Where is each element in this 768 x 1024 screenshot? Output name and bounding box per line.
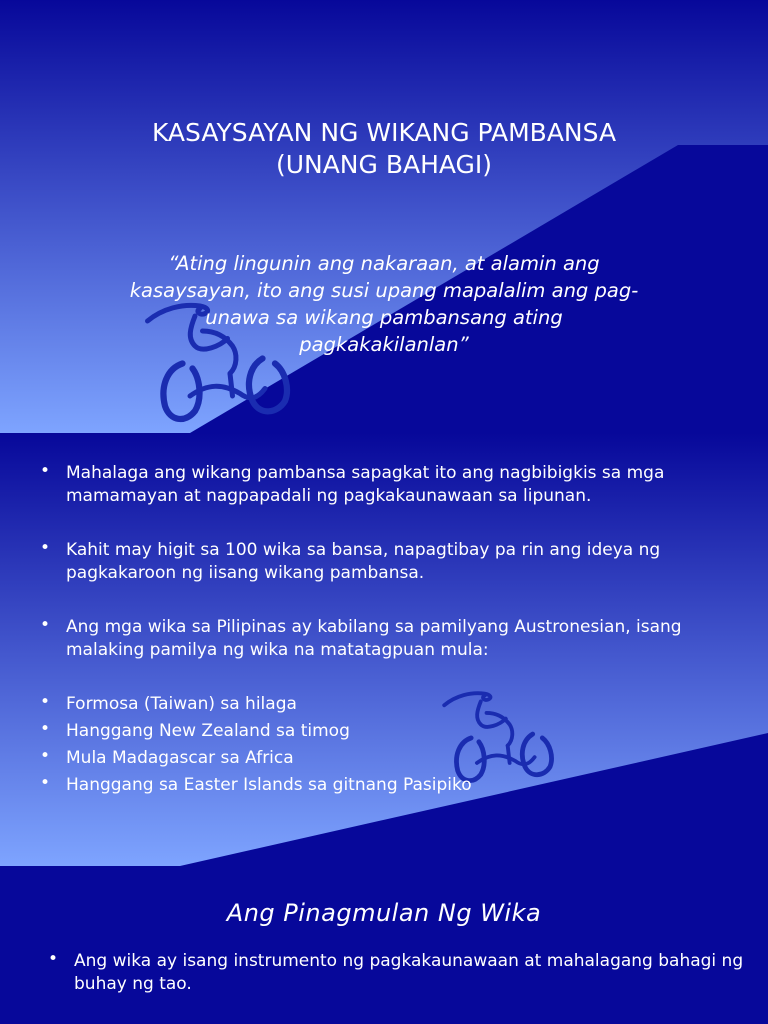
slide-3 [0,866,768,1024]
slide-1-background [0,0,768,433]
quote-line-3: unawa sa wikang pambansang ating [205,306,563,329]
title-line-2: (UNANG BAHAGI) [275,150,493,179]
list-item: • Hanggang New Zealand sa timog [40,719,350,741]
list-item: • Formosa (Taiwan) sa hilaga [40,692,297,714]
slide-3-bullets [48,950,758,996]
list-item: • Ang mga wika sa Pilipinas ay kabilang sa pamilyang Austronesian, isang malaking pamilya ng wika na matatagpuan mula: [40,615,682,660]
quote-line-1: “Ating lingunin ang nakaraan, at alamin ang [168,252,600,275]
bullet-icon: • [40,615,51,635]
title-line-1: KASAYSAYAN NG WIKANG PAMBANSA [151,118,617,147]
bullet-icon: • [40,773,51,793]
slide-1-quote [112,250,656,358]
bullet-icon: • [40,719,51,739]
list-item: • Mahalaga ang wikang pambansa sapagkat ito ang nagbibigkis sa mga mamamayan at nagpapadali ng pagkakaunawaan sa lipunan. [40,461,665,506]
bullet-icon: • [40,692,51,712]
list-item: • Kahit may higit sa 100 wika sa bansa, napagtibay pa rin ang ideya ng pagkakaroon ng iisang wikang pambansa. [40,538,661,583]
bullet-icon: • [40,746,51,766]
slide-1-title [0,117,768,181]
list-item: • Hanggang sa Easter Islands sa gitnang Pasipiko [40,773,472,795]
slide-2-bullets [40,462,740,797]
bullet-icon: • [40,461,51,481]
bullet-icon: • [48,949,59,969]
list-item: • Ang wika ay isang instrumento ng pagkakaunawaan at mahalagang bahagi ng buhay ng tao. [48,949,744,994]
bullet-icon: • [40,538,51,558]
quote-line-4: pagkakakilanlan” [299,333,469,356]
slide-2 [0,433,768,866]
slide-1 [0,0,768,433]
quote-line-2: kasaysayan, ito ang susi upang mapalalim ang pag- [129,279,639,302]
list-item: • Mula Madagascar sa Africa [40,746,294,768]
slide-3-title: Ang Pinagmulan Ng Wika [226,899,542,927]
